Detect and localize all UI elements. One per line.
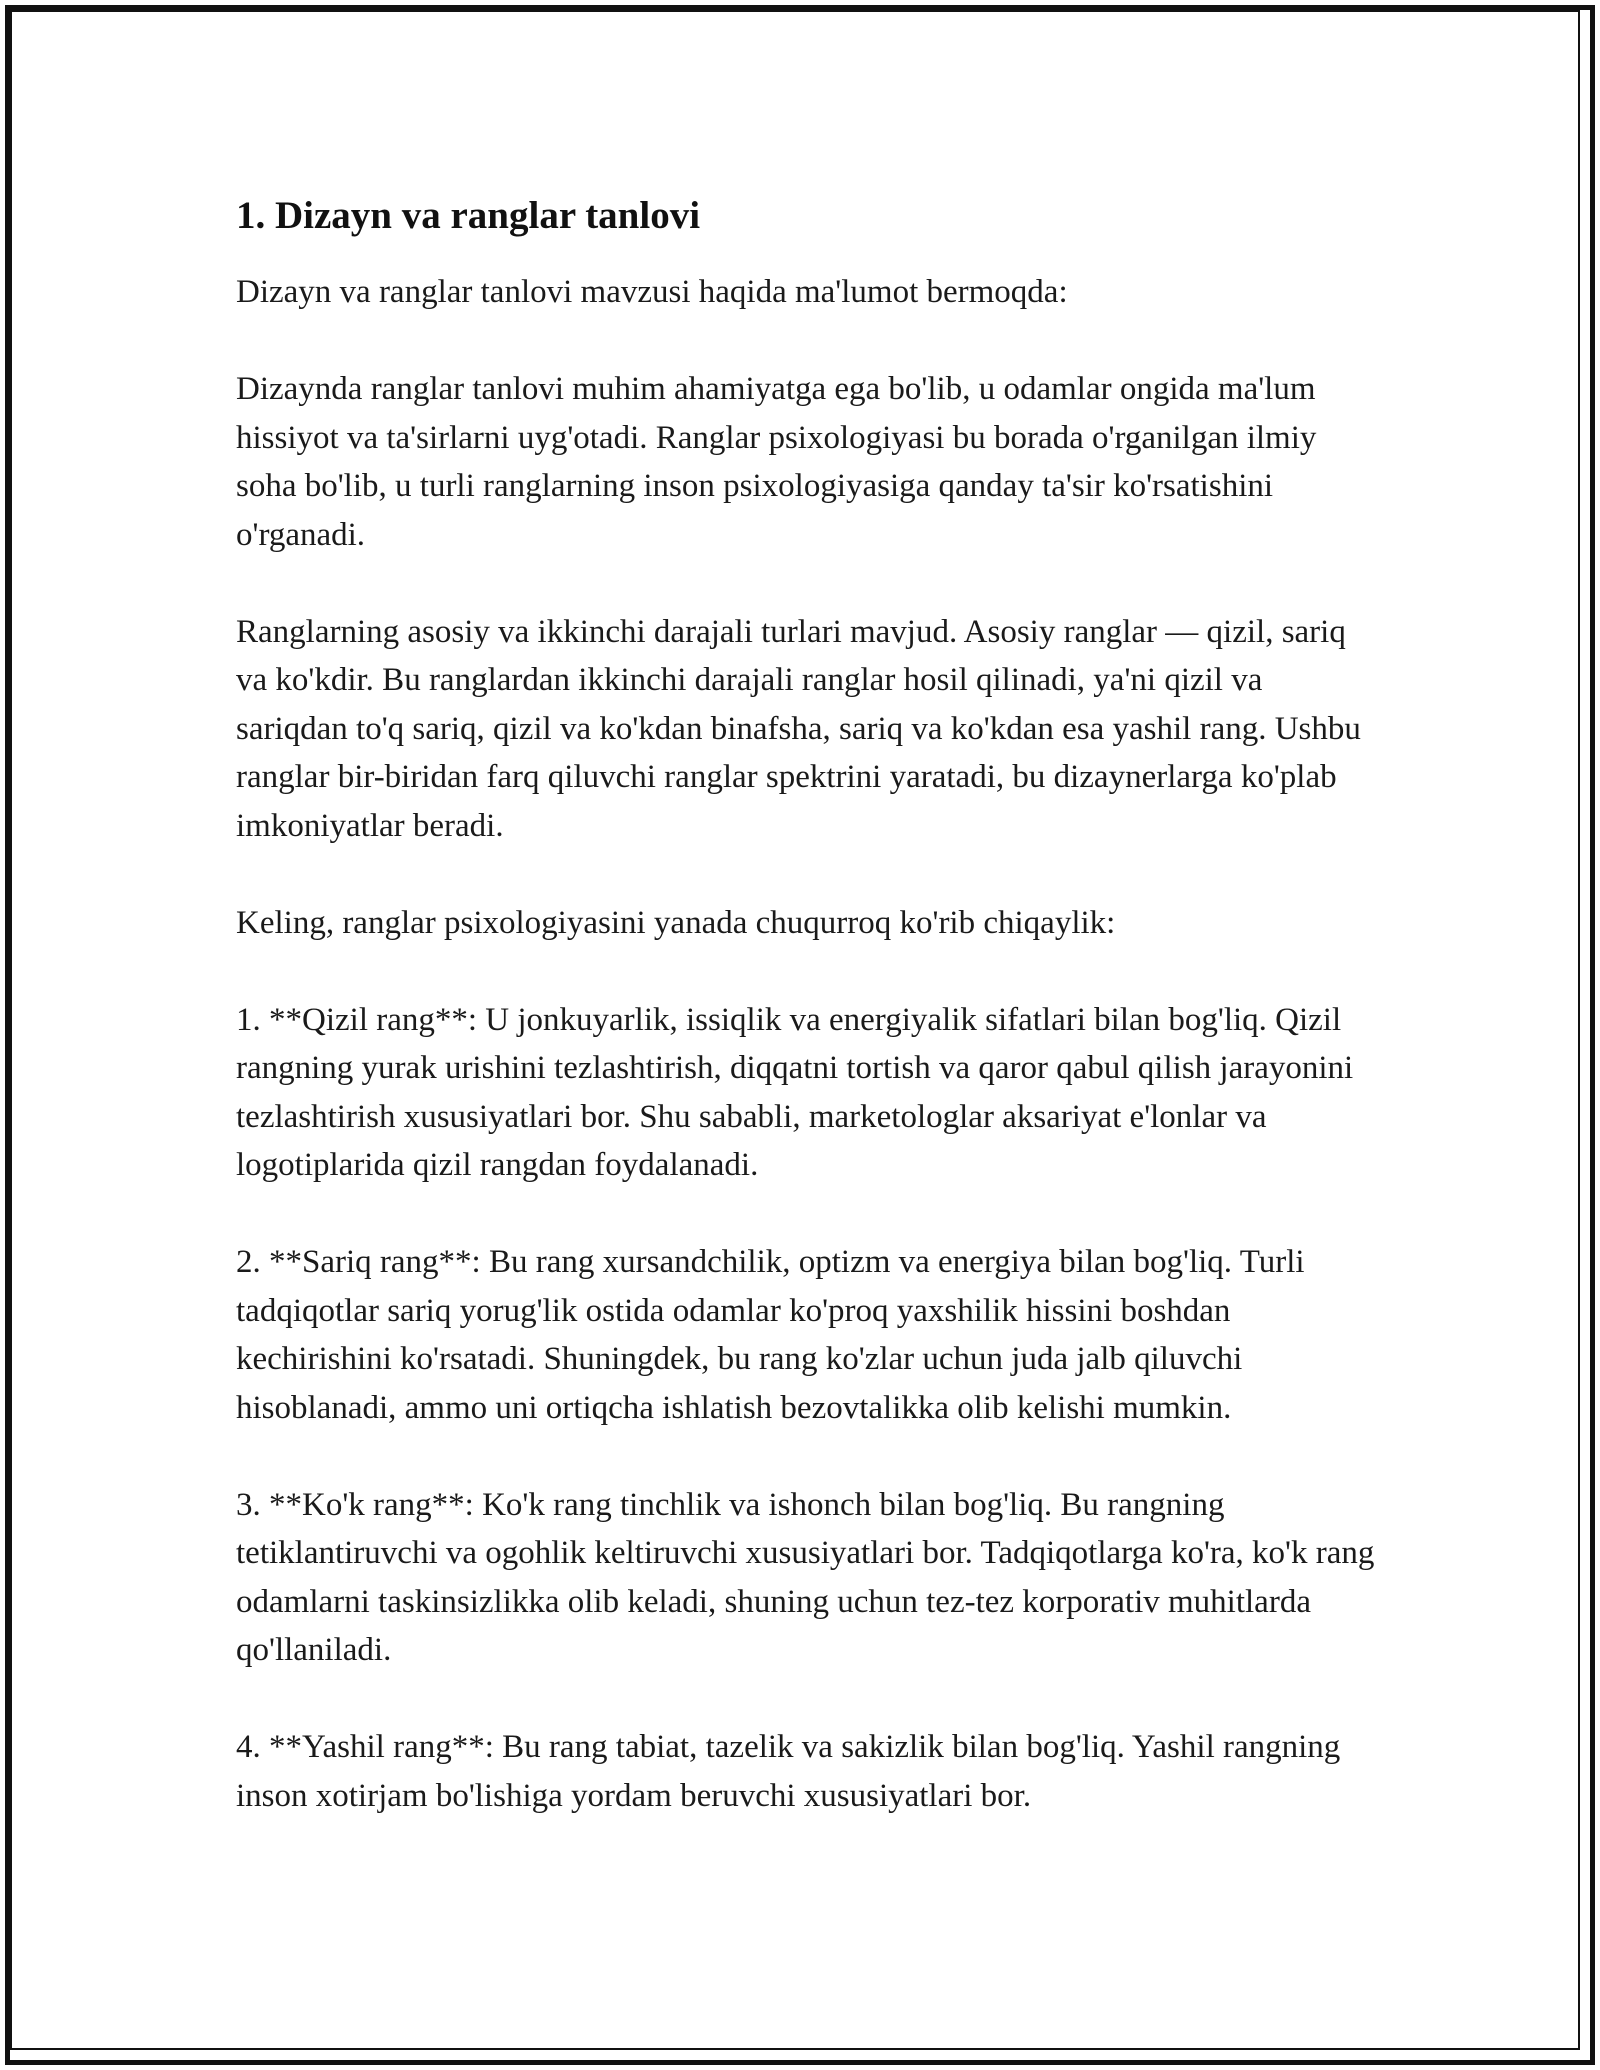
list-item-green: 4. **Yashil rang**: Bu rang tabiat, tazelik va sakizlik bilan bog'liq. Yashil rangning inson xotirjam bo'lishiga yordam beruvchi xususiyatlari bor. — [236, 1729, 1341, 1814]
list-item-red: 1. **Qizil rang**: U jonkuyarlik, issiqlik va energiyalik sifatlari bilan bog'liq. Qizil rangning yurak urishini tezlashtirish, diqqatni tortish va qaror qabul qilish jarayonini tezlashtirish xususiyatlari bor. Shu sababli, marketologlar aksariyat e'lonlar va logotiplarida qizil rangdan foydalanadi. — [236, 1001, 1354, 1183]
section-heading: 1. Dizayn va ranglar tanlovi — [236, 194, 701, 237]
document-body — [236, 188, 1376, 1869]
list-item-yellow: 2. **Sariq rang**: Bu rang xursandchilik, optizm va energiya bilan bog'liq. Turli tadqiqotlar sariq yorug'lik ostida odamlar ko'proq yaxshilik hissini boshdan kechirishini ko'rsatadi. Shuningdek, bu rang ko'zlar uchun juda jalb qiluvchi hisoblanadi, ammo uni ortiqcha ishlatish bezovtalikka olib kelishi mumkin. — [236, 1244, 1305, 1426]
color-types-paragraph: Ranglarning asosiy va ikkinchi darajali turlari mavjud. Asosiy ranglar — qizil, sariq va ko'kdir. Bu ranglardan ikkinchi darajali ranglar hosil qilinadi, ya'ni qizil va sariqdan to'q sariq, qizil va ko'kdan binafsha, sariq va ko'kdan esa yashil rang. Ushbu ranglar bir-biridan farq qiluvchi ranglar spektrini yaratadi, bu dizaynerlarga ko'plab imkoniyatlar beradi. — [236, 613, 1361, 844]
list-item-blue: 3. **Ko'k rang**: Ko'k rang tinchlik va ishonch bilan bog'liq. Bu rangning tetiklantiruvchi va ogohlik keltiruvchi xususiyatlari bor. Tadqiqotlarga ko'ra, ko'k rang odamlarni taskinsizlikka olib keladi, shuning uchun tez-tez korporativ muhitlarda qo'llaniladi. — [236, 1486, 1375, 1668]
psychology-intro-paragraph: Keling, ranglar psixologiyasini yanada chuqurroq ko'rib chiqaylik: — [236, 904, 1116, 941]
intro-paragraph: Dizayn va ranglar tanlovi mavzusi haqida ma'lumot bermoqda: — [236, 274, 1068, 310]
color-choice-paragraph: Dizaynda ranglar tanlovi muhim ahamiyatga ega bo'lib, u odamlar ongida ma'lum hissiyot va ta'sirlarni uyg'otadi. Ranglar psixologiyasi bu borada o'rganilgan ilmiy soha bo'lib, u turli ranglarning inson psixologiyasiga qanday ta'sir ko'rsatishini o'rganadi. — [236, 371, 1317, 553]
